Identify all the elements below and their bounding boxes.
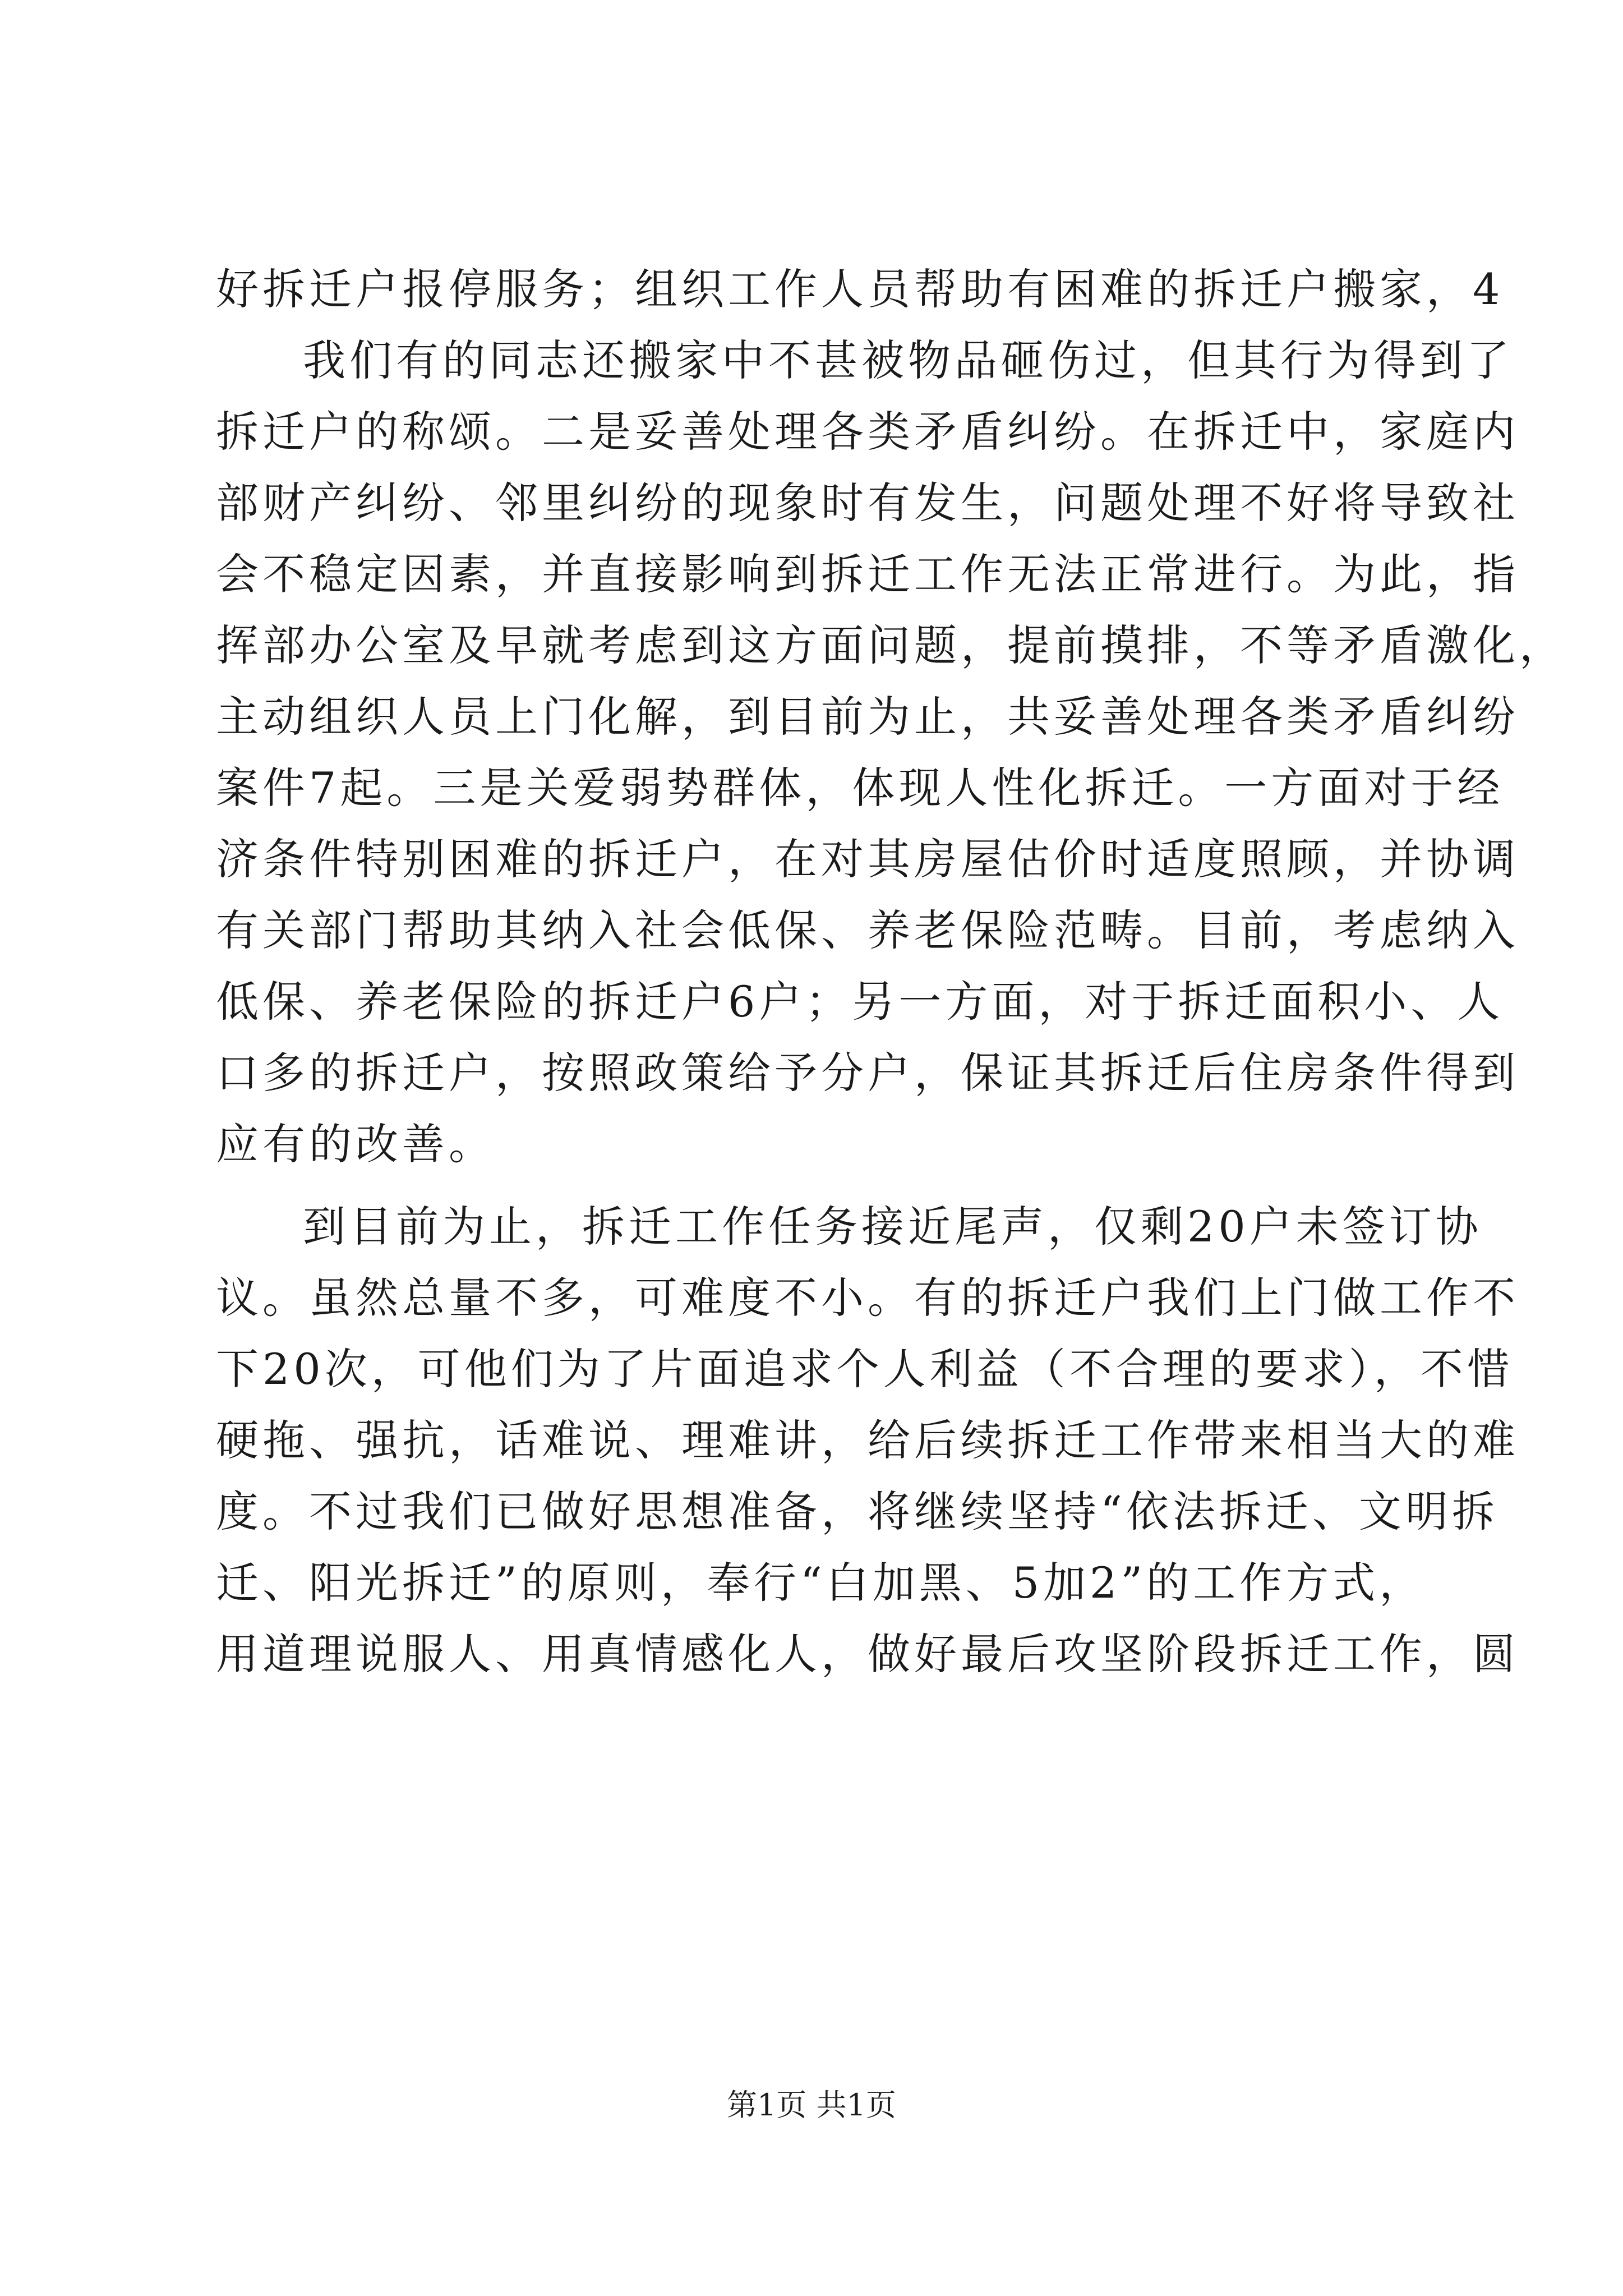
text-line: 用道理说服人、用真情感化人，做好最后攻坚阶段拆迁工作，圆 [216,1629,1519,1679]
text-line: 低保、养老保险的拆迁户6户；另一方面，对于拆迁面积小、人 [216,977,1504,1027]
text-line: 口多的拆迁户，按照政策给予分户，保证其拆迁后住房条件得到 [216,1048,1519,1098]
text-line: 案件7起。三是关爱弱势群体，体现人性化拆迁。一方面对于经 [216,763,1504,813]
text-line: 到目前为止，拆迁工作任务接近尾声，仅剩20户未签订协 [303,1202,1482,1251]
text-line: 应有的改善。 [216,1119,495,1169]
text-line: 度。不过我们已做好思想准备，将继续坚持“依法拆迁、文明拆 [216,1487,1498,1536]
text-line: 挥部办公室及早就考虑到这方面问题，提前摸排，不等矛盾激化， [216,620,1566,670]
text-line: 有关部门帮助其纳入社会低保、养老保险范畴。目前，考虑纳入 [216,905,1519,955]
text-line: 好拆迁户报停服务；组织工作人员帮助有困难的拆迁户搬家，4 [216,264,1504,314]
page-footer: 第1页 共1页 [727,2087,896,2123]
text-line: 部财产纠纷、邻里纠纷的现象时有发生，问题处理不好将导致社 [216,478,1519,528]
text-line: 拆迁户的称颂。二是妥善处理各类矛盾纠纷。在拆迁中，家庭内 [216,407,1519,457]
text-line: 下20次，可他们为了片面追求个人利益（不合理的要求），不惜 [216,1344,1514,1394]
text-line: 主动组织人员上门化解，到目前为止，共妥善处理各类矛盾纠纷 [216,692,1519,742]
text-line: 会不稳定因素，并直接影响到拆迁工作无法正常进行。为此，指 [216,549,1519,599]
text-line: 迁、阳光拆迁”的原则，奉行“白加黑、5加2”的工作方式， [216,1558,1426,1608]
text-line: 济条件特别困难的拆迁户，在对其房屋估价时适度照顾，并协调 [216,834,1519,884]
document-body [216,254,1566,1690]
text-line: 我们有的同志还搬家中不甚被物品砸伤过，但其行为得到了 [303,335,1513,385]
text-line: 议。虽然总量不多，可难度不小。有的拆迁户我们上门做工作不 [216,1273,1519,1323]
text-line: 硬拖、强抗，话难说、理难讲，给后续拆迁工作带来相当大的难 [216,1415,1519,1465]
